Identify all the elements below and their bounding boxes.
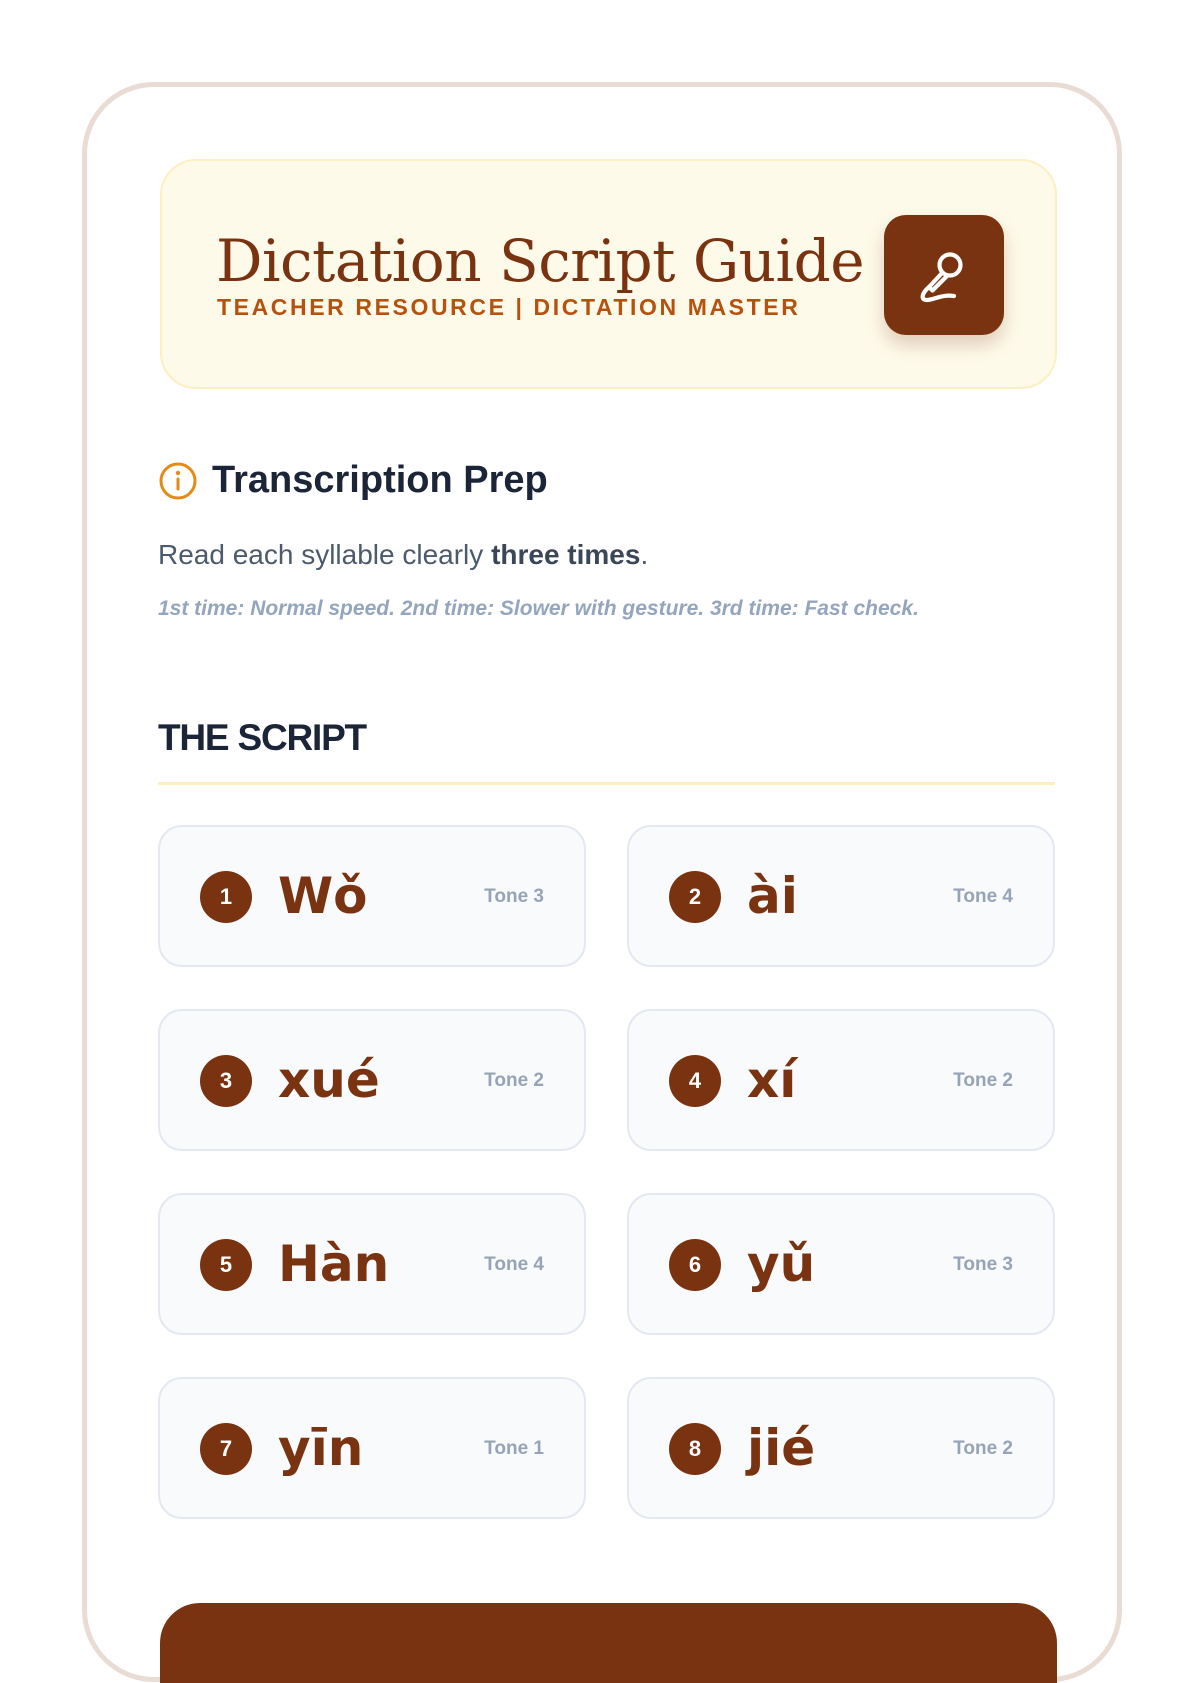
syllable-text: xué (278, 1051, 380, 1109)
bottom-action-bar[interactable] (160, 1603, 1057, 1683)
syllable-card-7[interactable] (158, 1377, 586, 1519)
syllable-text: jié (747, 1419, 816, 1477)
syllable-card-5[interactable] (158, 1193, 586, 1335)
section-divider (158, 782, 1055, 785)
syllable-number-badge: 2 (669, 871, 721, 923)
syllable-text: Hàn (278, 1235, 390, 1293)
page-title: Dictation Script Guide (216, 227, 865, 295)
syllable-card-1[interactable] (158, 825, 586, 967)
syllable-number-badge: 6 (669, 1239, 721, 1291)
prep-note: 1st time: Normal speed. 2nd time: Slower with gesture. 3rd time: Fast check. (158, 597, 919, 620)
tone-label: Tone 2 (484, 1070, 544, 1091)
tone-label: Tone 4 (953, 886, 1013, 907)
prep-body-suffix: . (640, 539, 649, 570)
syllable-number-badge: 1 (200, 871, 252, 923)
syllable-number-badge: 8 (669, 1423, 721, 1475)
syllable-number-badge: 5 (200, 1239, 252, 1291)
syllable-number-badge: 7 (200, 1423, 252, 1475)
syllable-card-2[interactable] (627, 825, 1055, 967)
tone-label: Tone 1 (484, 1438, 544, 1459)
syllable-text: ài (747, 867, 798, 925)
syllable-card-8[interactable] (627, 1377, 1055, 1519)
script-section-title: THE SCRIPT (158, 717, 366, 758)
prep-title: Transcription Prep (212, 459, 548, 501)
syllable-number-badge: 3 (200, 1055, 252, 1107)
tone-label: Tone 2 (953, 1438, 1013, 1459)
prep-heading (158, 459, 548, 502)
syllable-card-4[interactable] (627, 1009, 1055, 1151)
tone-label: Tone 2 (953, 1070, 1013, 1091)
tone-label: Tone 3 (953, 1254, 1013, 1275)
header-card (160, 159, 1057, 389)
syllable-text: xí (747, 1051, 797, 1109)
syllable-grid (158, 825, 1055, 1505)
syllable-text: Wǒ (278, 867, 368, 925)
syllable-card-6[interactable] (627, 1193, 1055, 1335)
microphone-icon (914, 245, 974, 305)
page-subtitle: TEACHER RESOURCE | DICTATION MASTER (217, 294, 801, 320)
tone-label: Tone 3 (484, 886, 544, 907)
prep-body-prefix: Read each syllable clearly (158, 539, 492, 570)
info-icon (158, 461, 198, 501)
syllable-card-3[interactable] (158, 1009, 586, 1151)
microphone-button[interactable] (884, 215, 1004, 335)
syllable-number-badge: 4 (669, 1055, 721, 1107)
app-frame (82, 82, 1122, 1682)
tone-label: Tone 4 (484, 1254, 544, 1275)
prep-instructions (158, 539, 648, 571)
prep-body-emphasis: three times (491, 539, 641, 570)
syllable-text: yīn (278, 1419, 364, 1477)
syllable-text: yǔ (747, 1235, 816, 1293)
